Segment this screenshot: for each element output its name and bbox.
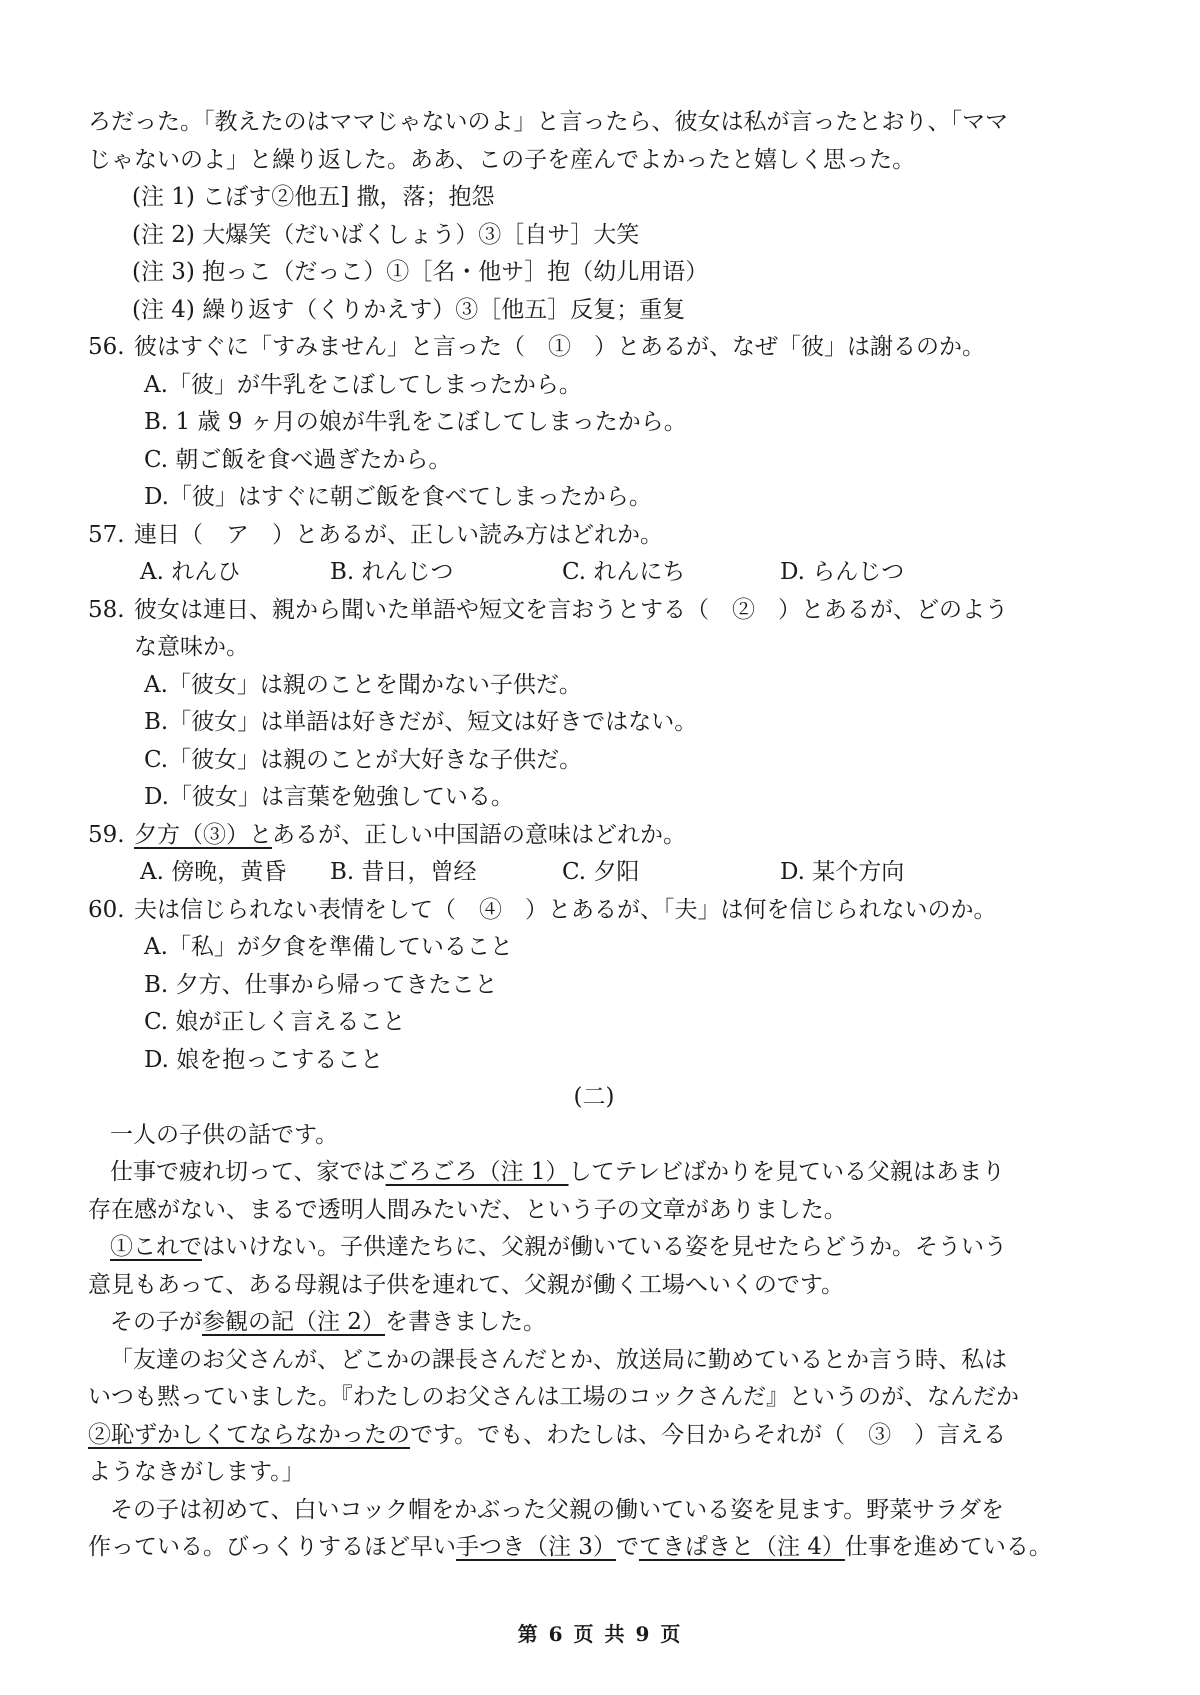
- option: D. 某个方向: [780, 859, 905, 885]
- option: B. 昔日，曾经: [330, 859, 477, 885]
- text-run: で: [615, 1534, 639, 1560]
- underlined-phrase: 手つき（注 3）: [456, 1534, 616, 1560]
- text-run: を書きました。: [384, 1309, 546, 1335]
- option: D.「彼」はすぐに朝ご飯を食べてしまったから。: [144, 484, 652, 510]
- passage-line: じゃないのよ」と繰り返した。ああ、この子を産んでよかったと嬉しく思った。: [88, 146, 916, 173]
- exam-page: [88, 104, 1100, 1567]
- underlined-phrase: ごろごろ（注 1）: [385, 1159, 569, 1185]
- question-text: あるが、正しい中国語の意味はどれか。: [272, 821, 686, 848]
- option: A.「私」が夕食を準備していること: [144, 934, 513, 960]
- passage-line: ようなきがします。」: [88, 1459, 305, 1485]
- text-run: 仕事を進めている。: [844, 1534, 1052, 1560]
- text-run: です。でも、わたしは、今日からそれが（ ③ ）言える: [410, 1421, 1007, 1448]
- option: A.「彼」が牛乳をこぼしてしまったから。: [144, 371, 582, 398]
- option-row: [88, 554, 1100, 592]
- question-number: 58.: [88, 596, 125, 623]
- option: A. れんひ: [140, 559, 241, 585]
- question-text: 夫は信じられない表情をして（ ④ ）とあるが、「夫」は何を信じられないのか。: [134, 896, 997, 923]
- option: C. 朝ご飯を食べ過ぎたから。: [144, 446, 452, 473]
- question-text: 彼女は連日、親から聞いた単語や短文を言おうとする（ ② ）とあるが、どのよう: [134, 596, 1008, 623]
- passage-line: 「友達のお父さんが、どこかの課長さんだとか、放送局に勤めているとか言う時、私は: [110, 1346, 1007, 1373]
- option: B. 夕方、仕事から帰ってきたこと: [144, 971, 498, 998]
- passage-line: いつも黙っていました。『わたしのお父さんは工場のコックさんだ』というのが、なんだか: [88, 1384, 1020, 1410]
- question-text: 彼はすぐに「すみません」と言った（ ① ）とあるが、なぜ「彼」は謝るのか。: [134, 334, 985, 360]
- option: D. 娘を抱っこすること: [144, 1046, 384, 1073]
- text-run: その子が: [110, 1309, 202, 1335]
- underlined-phrase: ①これで: [110, 1234, 202, 1260]
- underlined-phrase: てきぱきと（注 4）: [638, 1534, 845, 1560]
- option: D. らんじつ: [780, 559, 905, 585]
- question-59: [88, 817, 1100, 855]
- option: C. れんにち: [562, 559, 686, 585]
- option: D.「彼女」は言葉を勉強している。: [144, 784, 514, 810]
- question-57: [88, 517, 1100, 555]
- passage-line: [88, 1304, 1100, 1342]
- question-text: 連日（ ア ）とあるが、正しい読み方はどれか。: [134, 521, 663, 548]
- passage-line: [88, 1229, 1100, 1267]
- question-58: [88, 592, 1100, 630]
- option: B. れんじつ: [330, 559, 454, 585]
- underlined-phrase: 参観の記（注 2）: [202, 1309, 385, 1335]
- note-2: (注 2) 大爆笑（だいばくしょう）③［自サ］大笑: [132, 221, 640, 248]
- question-56: [88, 329, 1100, 367]
- question-number: 59.: [88, 821, 125, 848]
- section-heading: (二): [573, 1084, 615, 1110]
- question-text-cont: な意味か。: [134, 634, 249, 660]
- text-run: 仕事で疲れ切って、家では: [110, 1159, 386, 1185]
- passage-line: 意見もあって、ある母親は子供を連れて、父親が働く工場へいくのです。: [88, 1271, 845, 1298]
- note-3: (注 3) 抱っこ（だっこ）①［名・他サ］抱（幼儿用语）: [132, 259, 709, 285]
- passage-intro: 一人の子供の話です。: [110, 1121, 339, 1148]
- note-1: (注 1) こぼす②他五] 撒，落；抱怨: [132, 184, 495, 210]
- question-60: [88, 892, 1100, 930]
- text-run: してテレビばかりを見ている父親はあまり: [568, 1159, 1006, 1185]
- option: A. 傍晚，黄昏: [140, 859, 287, 885]
- passage-line: ろだった。「教えたのはママじゃないのよ」と言ったら、彼女は私が言ったとおり、「ママ: [88, 109, 1008, 135]
- question-number: 60.: [88, 896, 125, 923]
- option: B. 1 歳 9 ヶ月の娘が牛乳をこぼしてしまったから。: [144, 409, 687, 435]
- passage-line: [88, 1154, 1100, 1192]
- text-run: 作っている。びっくりするほど早い: [88, 1534, 456, 1560]
- page-footer: 第 6 页 共 9 页: [517, 1622, 683, 1646]
- underlined-phrase: 夕方（③）と: [134, 821, 272, 848]
- option: C. 夕阳: [562, 859, 640, 885]
- passage-line: 存在感がない、まるで透明人間みたいだ、という子の文章がありました。: [88, 1196, 847, 1223]
- question-number: 57.: [88, 521, 125, 548]
- passage-line: [88, 1417, 1100, 1455]
- passage-line: その子は初めて、白いコック帽をかぶった父親の働いている姿を見ます。野菜サラダを: [110, 1496, 1005, 1523]
- option: A.「彼女」は親のことを聞かない子供だ。: [144, 671, 582, 698]
- passage-line: [88, 1529, 1100, 1567]
- text-run: はいけない。子供達たちに、父親が働いている姿を見せたらどうか。そういう: [202, 1234, 1007, 1260]
- underlined-phrase: ②恥ずかしくてならなかったの: [88, 1421, 410, 1448]
- option-row: [88, 854, 1100, 892]
- option: B.「彼女」は単語は好きだが、短文は好きではない。: [144, 709, 698, 735]
- question-number: 56.: [88, 334, 125, 360]
- note-4: (注 4) 繰り返す（くりかえす）③［他五］反复；重复: [132, 296, 686, 323]
- option: C. 娘が正しく言えること: [144, 1009, 406, 1035]
- option: C.「彼女」は親のことが大好きな子供だ。: [144, 746, 583, 773]
